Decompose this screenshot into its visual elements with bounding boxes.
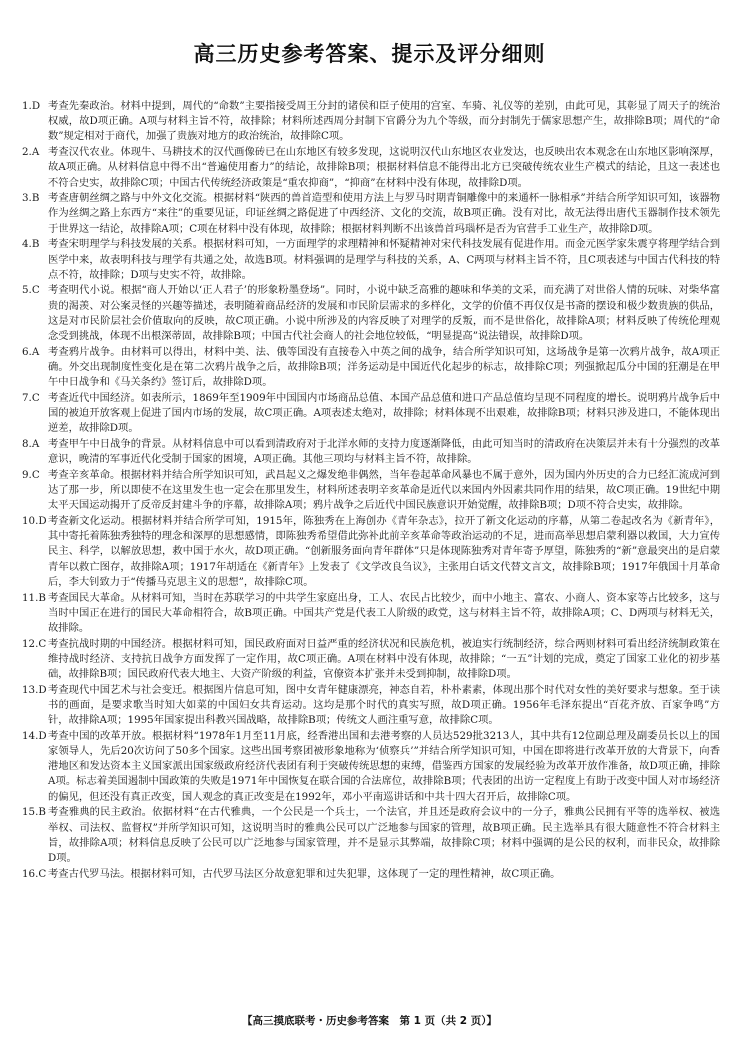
answer-item bbox=[22, 468, 720, 514]
answer-explanation: 考查先秦政治。材料中提到，周代的“命数”主要指接受周王分封的诸侯和臣子使用的宫室、车骑、礼仪等的差别，由此可见，其彰显了周天子的统治权威，故D项正确。A项与材料主旨不符，故排除；材料所述西周分封制下官爵分为九个等级，而分封制先于儒家思想产生，故排除B项；周代的“命数”规定相对于商代，加强了贵族对地方的政治统治，故排除C项。 bbox=[48, 100, 720, 143]
answer-number: 12.C bbox=[22, 637, 47, 650]
answer-number: 15.B bbox=[22, 806, 46, 819]
answer-explanation: 考查鸦片战争。由材料可以得出，材料中美、法、俄等国没有直接卷入中英之间的战争，结合所学知识可知，这场战争是第一次鸦片战争，故A项正确。外交出现制度性变化是在第二次鸦片战争之后，故排除B项；洋务运动是中国近代化起步的标志，故排除C项；列强掀起瓜分中国的狂潮是在甲午中日战争和《马关条约》签订后，故排除D项。 bbox=[48, 345, 720, 389]
answer-item bbox=[22, 391, 720, 437]
answer-explanation: 考查雅典的民主政治。依据材料“在古代雅典，一个公民是一个兵士，一个法官，并且还是政府会议中的一分子，雅典公民拥有平等的选举权、被选举权、司法权、监督权”并所学知识可知，这说明当时的雅典公民可以广泛地参与国家的管理，故B项正确。民主选举具有很大随意性不符合材料主旨，故排除A项；材料信息反映了公民可以广泛地参与国家管理，并不是显示其弊端，故排除C项；材料中强调的是公民的权利，而非民众，故排除D项。 bbox=[48, 806, 720, 864]
answer-item bbox=[22, 237, 720, 283]
answer-item bbox=[22, 99, 720, 145]
answer-item bbox=[22, 683, 720, 729]
answer-explanation: 考查新文化运动。根据材料并结合所学可知，1915年，陈独秀在上海创办《青年杂志》，拉开了新文化运动的序幕，从第二卷起改名为《新青年》，其中寄托着陈独秀独特的理念和深厚的思想感情，即陈独秀希望借此弥补此前辛亥革命等政治运动的不足，进而高举思想启蒙利器以救国，大力宣传民主、科学，以解放思想，救中国于水火，故D项正确。“创新服务面向青年群体”只是体现陈独秀对青年寄予厚望，陈独秀的“新”意最突出的是启蒙青年以救亡图存，故排除A项；1917年胡适在《新青年》上发表了《文学改良刍议》，主张用白话文代替文言文，故排除B项；1917年俄国十月革命后，李大钊致力于“传播马克思主义的思想”，故排除C项。 bbox=[48, 514, 720, 588]
answer-explanation: 考查甲午中日战争的背景。从材料信息中可以看到清政府对于北洋水师的支持力度逐渐降低，由此可知当时的清政府在决策层并未有十分强烈的改革意识，晚清的军事近代化受制于国家的困境，A项正确。其他三项均与材料主旨不符，故排除。 bbox=[48, 437, 720, 466]
page-title: 高三历史参考答案、提示及评分细则 bbox=[193, 42, 546, 66]
answer-number: 3.B bbox=[22, 192, 40, 205]
answer-item bbox=[22, 283, 720, 344]
answer-item bbox=[22, 729, 720, 805]
answer-number: 11.B bbox=[22, 591, 46, 604]
answer-number: 5.C bbox=[22, 284, 40, 297]
answer-explanation: 考查明代小说。根据“商人开始以‘正人君子’的形象粉墨登场”。同时，小说中缺乏高雅的趣味和华美的文采，而充满了对世俗人情的玩味、对柴华富贵的渴羡、对公案灵怪的兴趣等描述，表明随着商品经济的发展和市民阶层需求的多样化，文学的价值不再仅仅是书斋的摆设和极少数贵族的供品，这是对市民阶层社会价值取向的反映，故C项正确。小说中所涉及的内容反映了对理学的反叛，而不是世俗化，故排除A项；材料反映了传统伦理观念受到挑战，体现不出根深蒂固，故排除B项；中国古代社会商人的社会地位较低，“明显提高”说法错误，故排除D项。 bbox=[48, 284, 720, 343]
answer-explanation: 考查汉代农业。体现牛、马耕技术的汉代画像砖已在山东地区有较多发现，这说明汉代山东地区农业发达，也反映出农本观念在山东地区影响深厚，故A项正确。从材料信息中得不出“普遍使用畜力”的结论，故排除B项；根据材料信息不能得出北方已突破传统农业生产模式的结论，且这一表述也不符合史实，故排除C项；中国古代传统经济政策是“重农抑商”，“抑商”在材料中没有体现，故排除D项。 bbox=[48, 146, 720, 189]
answer-item bbox=[22, 345, 720, 391]
answer-number: 16.C bbox=[22, 867, 47, 880]
answer-number: 13.D bbox=[22, 683, 47, 696]
answer-number: 6.A bbox=[22, 345, 40, 358]
answer-explanation: 考查抗战时期的中国经济。根据材料可知，国民政府面对日益严重的经济状况和民族危机，被迫实行统制经济，综合两则材料可看出经济统制政策在维持战时经济、支持抗日战争方面发挥了一定作用，故C项正确。A项在材料中没有体现，故排除；“一五”计划的完成，奠定了国家工业化的初步基础，故排除B项；国民政府代表大地主、大资产阶级的利益，官僚资本扩张并未受到抑制，故排除D项。 bbox=[48, 637, 720, 681]
answer-number: 2.A bbox=[22, 146, 40, 159]
answer-explanation: 考查辛亥革命。根据材料并结合所学知识可知，武昌起义之爆发绝非偶然，当年卷起革命风暴也不属于意外，因为国内外历史的合力已经汇流成河到达了那一步，所以即使不在这里发生也一定会在那里发生，材料所述表明辛亥革命是近代以来国内外因素共同作用的结果，故C项正确。19世纪中期太平天国运动揭开了反帝反封建斗争的序幕，故排除A项；鸦片战争之后近代中国民族意识开始觉醒，故排除B项；D项不符合史实，故排除。 bbox=[48, 468, 720, 512]
answer-explanation: 考查近代中国经济。如表所示，1869年至1909年中国国内市场商品总值、本国产品总值和进口产品总值均呈现不同程度的增长。说明鸦片战争后中国的被迫开放客观上促进了国内市场的发展，故C项正确。A项表述太绝对，故排除；材料体现不出艰难，故排除B项；材料只涉及进口，不能体现出逆差，故排除D项。 bbox=[48, 391, 720, 435]
answer-explanation: 考查国民大革命。从材料可知，当时在苏联学习的中共学生家庭出身，工人、农民占比较少，而中小地主、富农、小商人、资本家等占比较多，这与当时中国正在进行的国民大革命相符合，故B项正确。中国共产党是代表工人阶级的政党，这与材料主旨不符，故排除A项；C、D两项与材料无关，故排除。 bbox=[48, 591, 720, 634]
answer-item bbox=[22, 514, 720, 590]
answer-item bbox=[22, 145, 720, 191]
answer-item bbox=[22, 637, 720, 683]
answer-number: 4.B bbox=[22, 238, 40, 251]
answer-number: 7.C bbox=[22, 391, 40, 404]
answer-number: 14.D bbox=[22, 729, 47, 742]
answer-explanation: 考查现代中国艺术与社会变迁。根据图片信息可知，图中女青年健康漂亮，神态自若，朴朴素素，体现出那个时代对女性的美好要求与想象。至于读书的画面，是要求歌当时知大如菜的中国妇女共育运动。这均是那个时代的真实写照，故D项正确。1956年毛泽东提出“百花齐放、百家争鸣”方针，故排除A项；1995年国家提出科教兴国战略，故排除B项；传统文人画注重写意，故排除C项。 bbox=[48, 683, 720, 727]
answer-item bbox=[22, 867, 720, 882]
answer-number: 9.C bbox=[22, 468, 40, 481]
answer-number: 10.D bbox=[22, 514, 47, 527]
answer-explanation: 考查唐朝丝绸之路与中外文化交流。根据材料“陕西的兽首造型和使用方法上与罗马时期青铜雕像中的来通杯一脉相承”并结合所学知识可知，该器物作为丝绸之路上东西方“来往”的重要见证，印证丝绸之路促进了中西经济、文化的交流，故B项正确。没有对比，故无法得出唐代玉器制作技术领先于世界这一结论，故排除A项；C项在材料中没有体现，故排除；根据材料判断不出该兽首玛瑙杯是否为官营手工业生产，故排除D项。 bbox=[48, 192, 720, 235]
answer-explanation: 考查古代罗马法。根据材料可知，古代罗马法区分故意犯罪和过失犯罪，这体现了一定的理性精神，故C项正确。 bbox=[48, 867, 561, 880]
page-footer: 【高三摸底联考・历史参考答案 第 1 页（共 2 页）】 bbox=[242, 1015, 497, 1027]
answer-item bbox=[22, 437, 720, 467]
answer-explanation: 考查中国的改革开放。根据材料“1978年1月至11月底，经香港出国和去港考察的人员达529批3213人，其中共有12位副总理及副委员长以上的国家领导人，先后20次访问了50多个国家。这些出国考察团被形象地称为‘侦察兵’”并结合所学知识可知，中国在即将进行改革开放的大背景下，向香港地区和发达资本主义国家派出国家级政府经济代表团有利于突破传统思想的束缚，借鉴西方国家的发展经验为改革开放作准备，故D项正确，排除A项。标志着美国遏制中国政策的失败是1971年中国恢复在联合国的合法席位，故排除B项；代表团的出访一定程度上有助于改变中国人对市场经济的偏见，但还没有真正改变，国人观念的真正改变是在1992年，邓小平南巡讲话和中共十四大召开后，故排除C项。 bbox=[48, 729, 720, 803]
answer-number: 8.A bbox=[22, 437, 40, 450]
answer-item bbox=[22, 591, 720, 637]
answer-explanation: 考查宋明理学与科技发展的关系。根据材料可知，一方面理学的求理精神和怀疑精神对宋代科技发展有促进作用。而金元医学家朱震亨将理学结合到医学中来，故表明科技与理学有共通之处，故选B项。材料强调的是理学与科技的关系，A、C两项与材料主旨不符，且C项表述与中国古代科技的特点不符，故排除；D项与史实不符，故排除。 bbox=[48, 238, 720, 281]
answer-list bbox=[22, 99, 720, 882]
answer-number: 1.D bbox=[22, 100, 41, 112]
answer-item bbox=[22, 805, 720, 866]
answer-item bbox=[22, 191, 720, 237]
